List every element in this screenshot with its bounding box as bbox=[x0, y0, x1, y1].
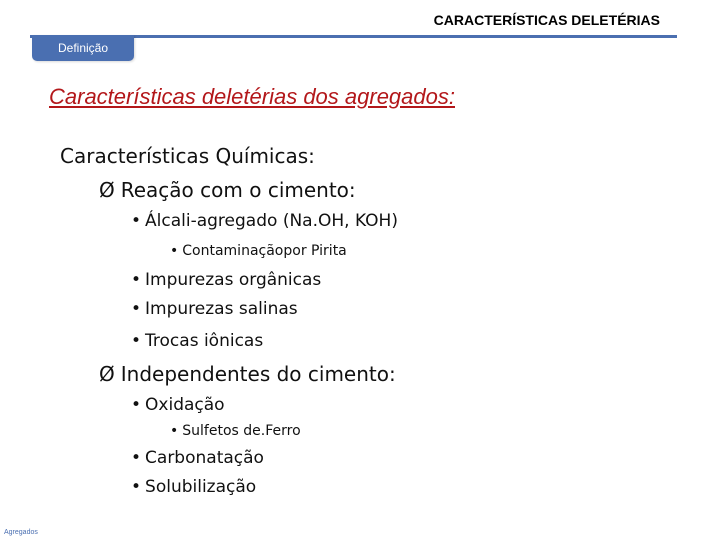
bullet-icon: • bbox=[131, 331, 142, 351]
list-item bbox=[131, 331, 263, 351]
bullet-icon: • bbox=[131, 299, 142, 319]
bullet-icon: • bbox=[131, 270, 142, 290]
footer-label: Agregados bbox=[4, 529, 38, 536]
list-item bbox=[131, 211, 398, 231]
list-item-label: Impurezas salinas bbox=[145, 299, 298, 319]
list-item-label: Carbonatação bbox=[145, 448, 264, 468]
list-item bbox=[170, 243, 347, 259]
group-label: Independentes do cimento: bbox=[120, 362, 396, 386]
section-heading: Características Químicas: bbox=[60, 144, 315, 168]
list-item-label: Trocas iônicas bbox=[145, 331, 264, 351]
list-item bbox=[131, 448, 264, 468]
bullet-icon: • bbox=[170, 423, 179, 439]
bullet-icon: • bbox=[170, 243, 179, 259]
tab-definicao[interactable]: Definição bbox=[32, 35, 134, 61]
header-title: CARACTERÍSTICAS DELETÉRIAS bbox=[433, 12, 660, 28]
list-item bbox=[170, 423, 301, 439]
list-item-label: Impurezas orgânicas bbox=[145, 270, 322, 290]
group-label: Reação com o cimento: bbox=[120, 178, 356, 202]
list-item-label: Oxidação bbox=[145, 395, 225, 415]
list-item bbox=[131, 477, 256, 497]
group-heading-reacao bbox=[99, 178, 356, 202]
arrow-bullet-icon: Ø bbox=[99, 178, 115, 202]
list-item-label: Sulfetos de.Ferro bbox=[182, 423, 301, 439]
list-item bbox=[131, 270, 321, 290]
bullet-icon: • bbox=[131, 211, 142, 231]
slide-title: Características deletérias dos agregados: bbox=[49, 84, 455, 109]
arrow-bullet-icon: Ø bbox=[99, 362, 115, 386]
bullet-icon: • bbox=[131, 448, 142, 468]
group-heading-independentes bbox=[99, 362, 396, 386]
list-item bbox=[131, 395, 225, 415]
list-item-label: Solubilização bbox=[145, 477, 257, 497]
list-item-label: Contaminaçãopor Pirita bbox=[182, 243, 347, 259]
list-item-label: Álcali-agregado (Na.OH, KOH) bbox=[145, 211, 398, 231]
bullet-icon: • bbox=[131, 395, 142, 415]
bullet-icon: • bbox=[131, 477, 142, 497]
list-item bbox=[131, 299, 298, 319]
